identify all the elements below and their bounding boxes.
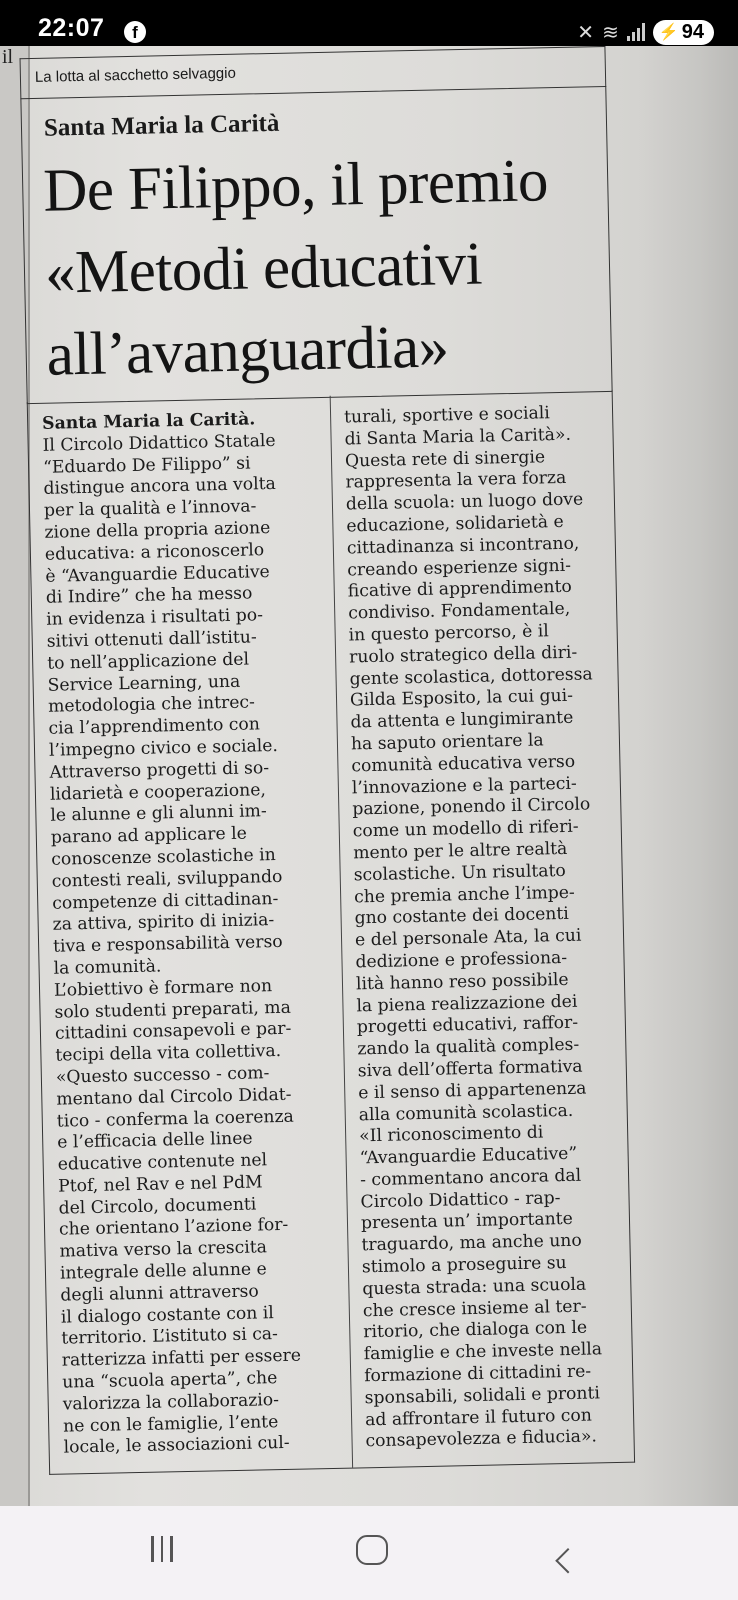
article-text-line: gno costante dei docenti	[354, 904, 569, 929]
status-bar	[0, 0, 738, 46]
article-text-line: sitivi ottenuti dall’istitu-	[46, 627, 257, 652]
article-text-line: tiva e responsabilità verso	[52, 932, 283, 957]
article-text-line: Attraverso progetti di so-	[49, 757, 270, 783]
article-text-line: comunità educativa verso	[351, 751, 576, 777]
article-text-line: scolastiche. Un risultato	[353, 860, 566, 886]
battery-level: 94	[681, 20, 704, 43]
wifi-icon: ≋	[602, 21, 619, 44]
article-text-line: creando esperienze signi-	[347, 555, 572, 581]
article-text-line: che premia anche l’impe-	[353, 882, 575, 907]
article-text-line: Il Circolo Didattico Statale	[42, 430, 276, 456]
article-text-line: ne con le famiglie, l’ente	[62, 1411, 279, 1437]
article-text-line: Ptof, nel Rav e nel PdM	[57, 1172, 263, 1197]
article-text-line: to nell’applicazione del	[47, 649, 250, 674]
article-dateline: Santa Maria la Carità.	[41, 409, 256, 434]
recents-button[interactable]	[151, 1536, 173, 1562]
article-text-line: - commentano ancora dal	[359, 1165, 582, 1191]
location-tag: Santa Maria la Carità	[43, 109, 280, 142]
article-text-line: condiviso. Fondamentale,	[348, 598, 571, 624]
article-text-line: turali, sportive e sociali	[343, 403, 550, 428]
article-text-line: stimolo a proseguire su	[361, 1253, 567, 1278]
article-text-line: “Avanguardie Educative”	[359, 1143, 578, 1169]
article-text-line: per la qualità e l’innova-	[43, 496, 257, 521]
article-text-line: dedizione e professiona-	[355, 947, 568, 973]
article-text-line: ratterizza infatti per essere	[61, 1345, 302, 1371]
navigation-bar	[0, 1506, 738, 1600]
article-text-line: solo studenti preparati, ma	[54, 997, 292, 1023]
article-text-line: le alunne e gli alunni im-	[50, 801, 267, 827]
article-text-line: educative contenute nel	[57, 1150, 268, 1175]
article-text-line: cittadinanza si incontrano,	[346, 533, 580, 559]
signal-icon	[627, 23, 645, 41]
article-text-line: l’impegno civico e sociale.	[48, 735, 279, 761]
article-text-line: mativa verso la crescita	[59, 1237, 268, 1262]
article-text-line: zione della propria azione	[44, 518, 271, 543]
article-text-line: Circolo Didattico - rap-	[360, 1187, 561, 1213]
article-text-line: sponsabili, solidali e pronti	[364, 1383, 601, 1409]
facebook-icon: f	[124, 21, 146, 43]
status-icons	[577, 18, 714, 46]
article-text-line: integrale delle alunne e	[59, 1259, 267, 1284]
article-text-line: la piena realizzazione dei	[356, 991, 578, 1016]
article-text-line: pazione, ponendo il Circolo	[352, 794, 591, 820]
article-text-line: di Indire” che ha messo	[45, 583, 253, 609]
article-text-line: l’innovazione e la parteci-	[351, 773, 577, 798]
article-text-line: distingue ancora una volta	[43, 474, 277, 500]
article-text-line: il dialogo costante con il	[60, 1302, 275, 1328]
article-column-right	[344, 402, 638, 1454]
newspaper-article	[9, 46, 637, 1506]
article-text-line: e del personale Ata, la cui	[354, 925, 582, 951]
article-text-line: conoscenze scolastiche in	[51, 844, 276, 870]
article-text-line: progetti educativi, raffor-	[356, 1013, 579, 1038]
article-text-line: ficative di apprendimento	[347, 577, 572, 602]
battery-charging-icon: ⚡	[658, 24, 679, 41]
article-text-line: «Il riconoscimento di	[358, 1122, 544, 1147]
newspaper-photo	[0, 46, 738, 1506]
article-text-line: ruolo strategico della diri-	[348, 642, 578, 668]
article-text-line: territorio. L’istituto si ca-	[61, 1324, 279, 1350]
article-text-line: ritorio, che dialoga con le	[363, 1318, 588, 1343]
article-text-line: valorizza la collaborazio-	[62, 1389, 280, 1415]
article-text-line: rappresenta la vera forza	[345, 468, 567, 493]
article-text-line: della scuola: un luogo dove	[345, 489, 584, 515]
article-text-line: ad affrontare il futuro con	[364, 1405, 593, 1430]
article-text-line: Questa rete di sinergie	[344, 446, 546, 472]
article-text-line: contesti reali, sviluppando	[51, 866, 283, 892]
article-text-line: alla comunità scolastica.	[358, 1100, 574, 1125]
article-text-line: cittadini consapevoli e par-	[54, 1019, 292, 1045]
article-text-line: tico - conferma la coerenza	[56, 1106, 294, 1132]
article-text-line: Gilda Esposito, la cui gui-	[349, 686, 574, 711]
section-kicker: La lotta al sacchetto selvaggio	[34, 64, 237, 86]
article-text-line: «Questo successo - com-	[55, 1063, 270, 1088]
article-text-line: tecipi della vita collettiva.	[55, 1041, 282, 1066]
article-text-line: degli alunni attraverso	[60, 1281, 259, 1306]
article-text-line: siva dell’offerta formativa	[357, 1056, 583, 1082]
status-time: 22:07	[38, 14, 105, 42]
article-text-line: lità hanno reso possibile	[355, 969, 569, 995]
headline-line: «Metodi educativi	[44, 230, 483, 307]
article-text-line: educativa: a riconoscerlo	[44, 539, 265, 565]
article-text-line: ha saputo orientare la	[350, 730, 544, 755]
article-text-line: “Eduardo De Filippo” si	[42, 453, 251, 478]
article-text-line: L’obiettivo è formare non	[53, 975, 273, 1001]
article-text-line: da attenta e lungimirante	[350, 707, 574, 733]
article-text-line: traguardo, ma anche uno	[361, 1230, 582, 1256]
article-text-line: presenta un’ importante	[360, 1209, 573, 1234]
article-text-line: di Santa Maria la Carità».	[344, 424, 572, 450]
back-button[interactable]	[555, 1548, 580, 1573]
article-text-line: consapevolezza e fiducia».	[365, 1426, 598, 1452]
article-text-line: competenze di cittadinan-	[52, 888, 279, 914]
article-text-line: come un modello di riferi-	[352, 816, 579, 842]
article-text-line: che orientano l’azione for-	[58, 1215, 289, 1241]
article-text-line: questa strada: una scuola	[362, 1274, 587, 1300]
article-text-line: parano ad applicare le	[50, 823, 247, 848]
article-text-line: zando la qualità comples-	[357, 1034, 580, 1060]
article-body	[27, 390, 635, 1475]
article-text-line: formazione di cittadini re-	[364, 1361, 592, 1387]
article-text-line: lidarietà e cooperazione,	[49, 779, 267, 805]
article-text-line: cia l’apprendimento con	[48, 714, 261, 739]
cropped-text: il	[2, 46, 14, 68]
article-text-line: in evidenza i risultati po-	[46, 605, 264, 630]
headline-line: De Filippo, il premio	[42, 147, 549, 225]
article-text-line: mento per le altre realtà	[353, 838, 568, 864]
paper-shadow	[638, 46, 738, 1506]
article-text-line: e il senso di appartenenza	[358, 1078, 587, 1104]
article-column-left	[42, 408, 334, 1460]
mute-icon: ✕	[577, 21, 595, 44]
home-button[interactable]	[356, 1535, 388, 1565]
article-text-line: una “scuola aperta”, che	[62, 1368, 278, 1393]
headline-line: all’avanguardia»	[46, 313, 450, 389]
article-text-line: mentano dal Circolo Didat-	[56, 1084, 292, 1110]
article-text-line: che cresce insieme al ter-	[362, 1296, 587, 1321]
article-text-line: la comunità.	[53, 956, 162, 979]
article-text-line: gente scolastica, dottoressa	[349, 663, 593, 690]
article-text-line: e l’efficacia delle linee	[57, 1128, 253, 1153]
article-text-line: in questo percorso, è il	[348, 621, 549, 646]
article-text-line: educazione, solidarietà e	[346, 511, 564, 537]
headline	[42, 140, 552, 397]
article-text-line: è “Avanguardie Educative	[45, 561, 270, 587]
article-text-line: za attiva, spirito di inizia-	[52, 910, 275, 936]
article-text-line: metodologia che intrec-	[47, 692, 256, 718]
article-text-line: locale, le associazioni cul-	[63, 1433, 290, 1459]
article-text-line: Service Learning, una	[47, 671, 241, 696]
battery-indicator	[653, 20, 714, 45]
article-text-line: famiglie e che investe nella	[363, 1339, 603, 1365]
article-text-line: del Circolo, documenti	[58, 1194, 257, 1219]
headline-box	[20, 86, 612, 404]
